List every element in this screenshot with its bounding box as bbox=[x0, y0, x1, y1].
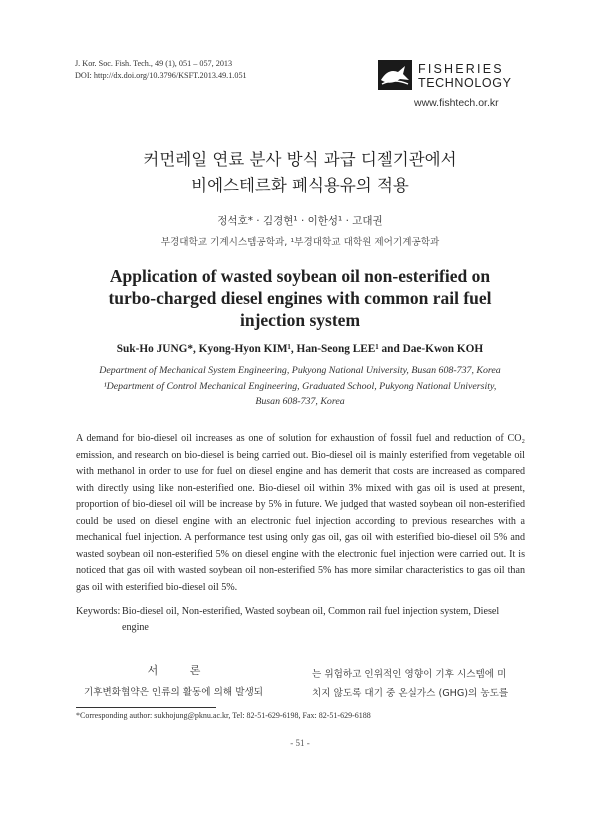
english-affiliation bbox=[60, 363, 540, 410]
journal-citation: J. Kor. Soc. Fish. Tech., 49 (1), 051 – 057, 2013 bbox=[75, 59, 233, 68]
english-title-line1: Application of wasted soybean oil non-esterified on bbox=[109, 266, 491, 286]
body-left-column: 기후변화협약은 인류의 활동에 의해 발생되 bbox=[84, 687, 264, 698]
english-affiliation-line2: ¹Department of Control Mechanical Engineering, Graduated School, Pukyong National University, bbox=[103, 380, 497, 392]
english-title-line2: turbo-charged diesel engines with common rail fuel bbox=[108, 288, 492, 308]
english-affiliation-line1: Department of Mechanical System Engineering, Pukyong National University, Busan 608-737, Korea bbox=[99, 365, 501, 376]
body-right-line2: 치지 않도록 대기 중 온실가스 (GHG)의 농도를 bbox=[312, 688, 509, 699]
korean-affiliation: 부경대학교 기계시스템공학과, ¹부경대학교 대학원 제어기계공학과 bbox=[160, 237, 440, 248]
footnote-divider bbox=[76, 707, 216, 708]
korean-title-line2: 비에스테르화 폐식용유의 적용 bbox=[191, 176, 409, 195]
journal-url[interactable]: www.fishtech.or.kr bbox=[414, 97, 499, 109]
korean-title bbox=[0, 147, 600, 199]
logo-line2: TECHNOLOGY bbox=[418, 76, 512, 90]
body-right-line1: 는 위험하고 인위적인 영향이 기후 시스템에 미 bbox=[312, 669, 507, 680]
korean-title-line1: 커먼레일 연료 분사 방식 과급 디젤기관에서 bbox=[143, 150, 457, 169]
page-number: - 51 - bbox=[290, 738, 310, 748]
doi-text: DOI: http://dx.doi.org/10.3796/KSFT.2013.49.1.051 bbox=[75, 71, 247, 80]
logo-line1: FISHERIES bbox=[418, 62, 504, 76]
keywords-text: Bio-diesel oil, Non-esterified, Wasted soybean oil, Common rail fuel injection system, Diesel engine bbox=[122, 606, 500, 633]
abstract-text: A demand for bio-diesel oil increases as one of solution for exhaustion of fossil fuel and reduction of CO₂ emission, and research on bio-diesel is being carried out. Bio-diesel oil is mainly esterified from vegetable oil with methanol in order to use for fuel on diesel engine and has demerit that costs are increased as compared with directly using like non-esterified one. Bio-diesel oil within 3% mixed with gas oil is used at present, proportion of bio-diesel oil will be increase by 5% in future. We judged that wasted soybean oil non-esterified could be used on diesel engine with an electronic fuel injection according to previous researches with a mechanical fuel injection. A performance test using only gas oil, gas oil with esterified bio-diesel oil 5% and wasted soybean oil non-esterified 5% on diesel engine with the electronic fuel injection were carried out. It is noticed that gas oil with wasted soybean oil non-esterified 5% has more similar characteristics to gas oil than gas oil with esterified bio-diesel oil 5%. bbox=[76, 433, 525, 593]
keywords-label: Keywords: bbox=[76, 606, 121, 617]
journal-header bbox=[75, 58, 247, 82]
english-affiliation-line3: Busan 608-737, Korea bbox=[255, 396, 345, 407]
body-right-column bbox=[312, 665, 526, 703]
fish-icon bbox=[378, 60, 412, 90]
section-heading: 서 론 bbox=[147, 664, 215, 677]
english-title bbox=[60, 265, 540, 331]
english-authors: Suk-Ho JUNG*, Kyong-Hyon KIM¹, Han-Seong LEE¹ and Dae-Kwon KOH bbox=[116, 343, 484, 355]
keywords bbox=[76, 604, 525, 636]
korean-authors: 정석호* · 김경현¹ · 이한성¹ · 고대권 bbox=[217, 215, 383, 227]
corresponding-author-footnote: *Corresponding author: sukhojung@pknu.ac.kr, Tel: 82-51-629-6198, Fax: 82-51-629-6188 bbox=[76, 711, 371, 720]
english-title-line3: injection system bbox=[239, 310, 361, 330]
